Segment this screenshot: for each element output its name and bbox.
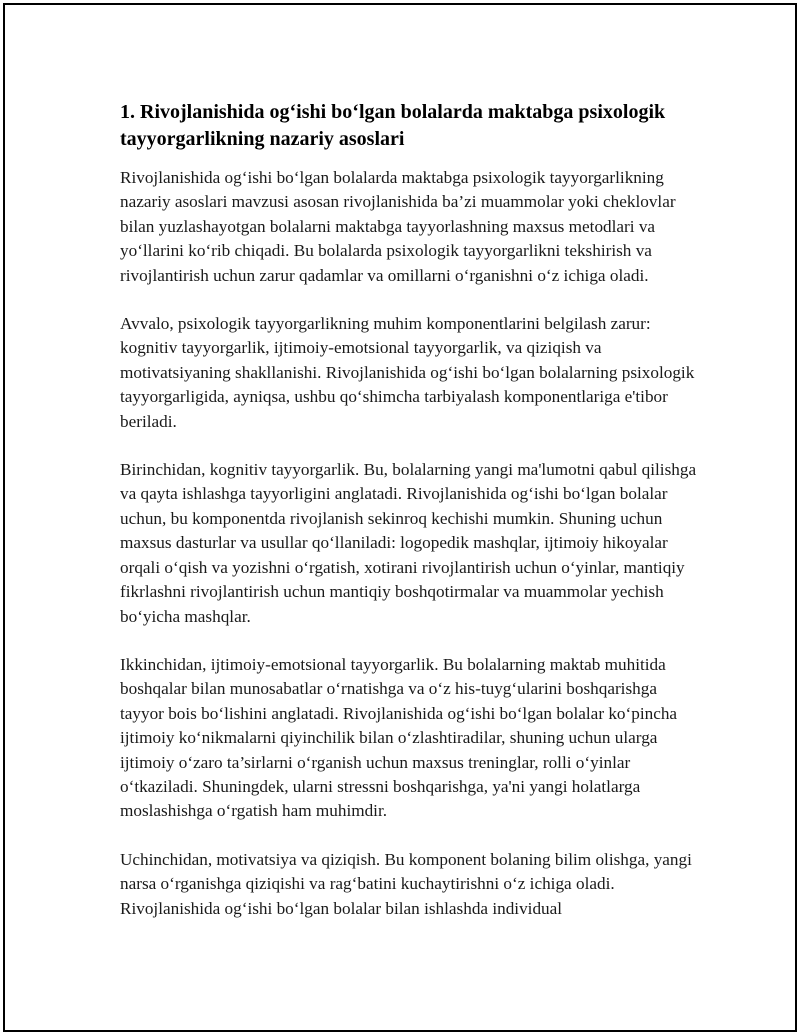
section-heading: 1. Rivojlanishida og‘ishi bo‘lgan bolalarda maktabga psixologik tayyorgarlikning nazariy asoslari: [120, 101, 666, 150]
paragraph: Birinchidan, kognitiv tayyorgarlik. Bu, bolalarning yangi ma'lumotni qabul qilishga va qayta ishlashga tayyorligini anglatadi. Rivojlanishida og‘ishi bo‘lgan bolalar uchun, bu komponentda rivojlanish sekinroq kechishi mumkin. Shuning uchun maxsus dasturlar va usullar qo‘llaniladi: logopedik mashqlar, ijtimoiy hikoyalar orqali o‘qish va yozishni o‘rgatish, xotirani rivojlantirish uchun o‘yinlar, mantiqiy fikrlashni rivojlantirish uchun mantiqiy boshqotirmalar va muammolar yechish bo‘yicha mashqlar.: [120, 460, 697, 626]
document-page: [3, 3, 797, 1032]
paragraph: Ikkinchidan, ijtimoiy-emotsional tayyorgarlik. Bu bolalarning maktab muhitida boshqalar bilan munosabatlar o‘rnatishga va o‘z his-tuyg‘ularini boshqarishga tayyor bois bo‘lishini anglatadi. Rivojlanishida og‘ishi bo‘lgan bolalar ko‘pincha ijtimoiy ko‘nikmalarni qiyinchilik bilan o‘zlashtiradilar, shuning uchun ularga ijtimoiy o‘zaro ta’sirlarni o‘rganish uchun maxsus treninglar, rolli o‘yinlar o‘tkaziladi. Shuningdek, ularni stressni boshqarishga, ya'ni yangi holatlarga moslashishga o‘rgatish ham muhimdir.: [120, 654, 678, 821]
paragraph: Rivojlanishida og‘ishi bo‘lgan bolalarda maktabga psixologik tayyorgarlikning nazariy asoslari mavzusi asosan rivojlanishida ba’zi muammolar yoki cheklovlar bilan yuzlashayotgan bolalarni maktabga tayyorlashning maxsus metodlari va yo‘llarini ko‘rib chiqadi. Bu bolalarda psixologik tayyorgarlikni tekshirish va rivojlantirish uchun zarur qadamlar va omillarni o‘rganishni o‘z ichiga oladi.: [120, 168, 676, 285]
paragraph: Uchinchidan, motivatsiya va qiziqish. Bu komponent bolaning bilim olishga, yangi narsa o‘rganishga qiziqishi va rag‘batini kuchaytirishni o‘z ichiga oladi. Rivojlanishida og‘ishi bo‘lgan bolalar bilan ishlashda individual: [120, 849, 692, 918]
document-content: [120, 99, 700, 945]
paragraph: Avvalo, psixologik tayyorgarlikning muhim komponentlarini belgilash zarur: kognitiv tayyorgarlik, ijtimoiy-emotsional tayyorgarlik, va qiziqish va motivatsiyaning shakllanishi. Rivojlanishida og‘ishi bo‘lgan bolalarning psixologik tayyorgarligida, ayniqsa, ushbu qo‘shimcha tarbiyalash komponentlariga e'tibor beriladi.: [120, 314, 695, 431]
